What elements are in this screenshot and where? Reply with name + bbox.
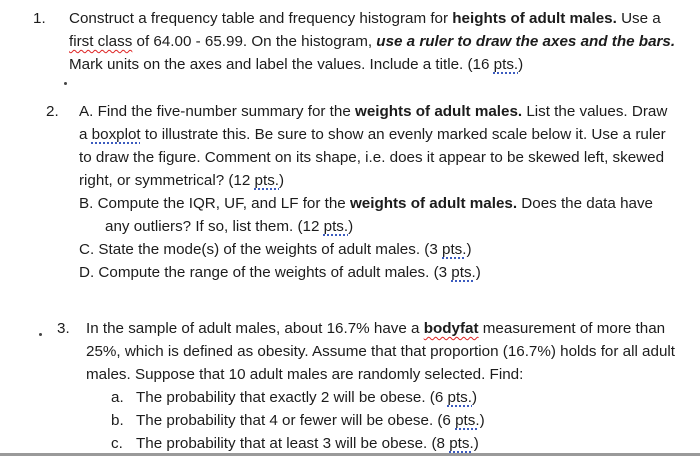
question-2-part-a-line-2: a boxplot to illustrate this. Be sure to show an evenly marked scale below it. Use a ruler: [79, 126, 666, 143]
spellcheck-pts: pts.: [493, 56, 519, 73]
item-label: b.: [111, 412, 124, 429]
question-2-part-a-line-1: A. Find the five-number summary for the weights of adult males. List the values. Draw: [79, 103, 668, 120]
emphasis-ruler: use a ruler to draw the axes and the bars.: [376, 33, 676, 50]
spellcheck-bodyfat: bodyfat: [423, 320, 479, 337]
question-2-part-a-line-3: to draw the figure. Comment on its shape, i.e. does it appear to be skewed left, skewed: [79, 149, 665, 166]
spellcheck-boxplot: boxplot: [91, 126, 141, 143]
question-1-line-2: first class of 64.00 - 65.99. On the histogram, use a ruler to draw the axes and the bars.: [69, 33, 676, 50]
question-3-line-3: males. Suppose that 10 adult males are randomly selected. Find:: [86, 366, 524, 383]
question-2-part-a-line-4: right, or symmetrical? (12 pts.): [79, 172, 285, 189]
question-number: 2.: [46, 103, 59, 120]
question-2-part-c: C. State the mode(s) of the weights of adult males. (3 pts.): [79, 241, 472, 258]
emphasis-heights: heights of adult males.: [452, 10, 617, 27]
spellcheck-first-class: first class: [69, 33, 133, 50]
question-2-part-b-line-2: any outliers? If so, list them. (12 pts.): [105, 218, 354, 235]
question-number: 3.: [57, 320, 70, 337]
question-2-part-d: D. Compute the range of the weights of adult males. (3 pts.): [79, 264, 481, 281]
question-3-line-2: 25%, which is defined as obesity. Assume that that proportion (16.7%) holds for all adult: [86, 343, 675, 360]
item-label: c.: [111, 435, 123, 452]
question-3-item-b: The probability that 4 or fewer will be obese. (6 pts.): [136, 412, 485, 429]
question-3-item-a: The probability that exactly 2 will be obese. (6 pts.): [136, 389, 478, 406]
question-3-line-1: In the sample of adult males, about 16.7% have a bodyfat measurement of more than: [86, 320, 666, 337]
question-number: 1.: [33, 10, 46, 27]
question-1-line-3: Mark units on the axes and label the values. Include a title. (16 pts.): [69, 56, 524, 73]
stray-mark: [64, 82, 67, 85]
item-label: a.: [111, 389, 124, 406]
question-1-line-1: Construct a frequency table and frequency histogram for heights of adult males. Use a: [69, 10, 661, 27]
question-2-part-b-line-1: B. Compute the IQR, UF, and LF for the weights of adult males. Does the data have: [79, 195, 654, 212]
question-3-item-c: The probability that at least 3 will be obese. (8 pts.): [136, 435, 479, 452]
stray-mark: [39, 333, 42, 336]
